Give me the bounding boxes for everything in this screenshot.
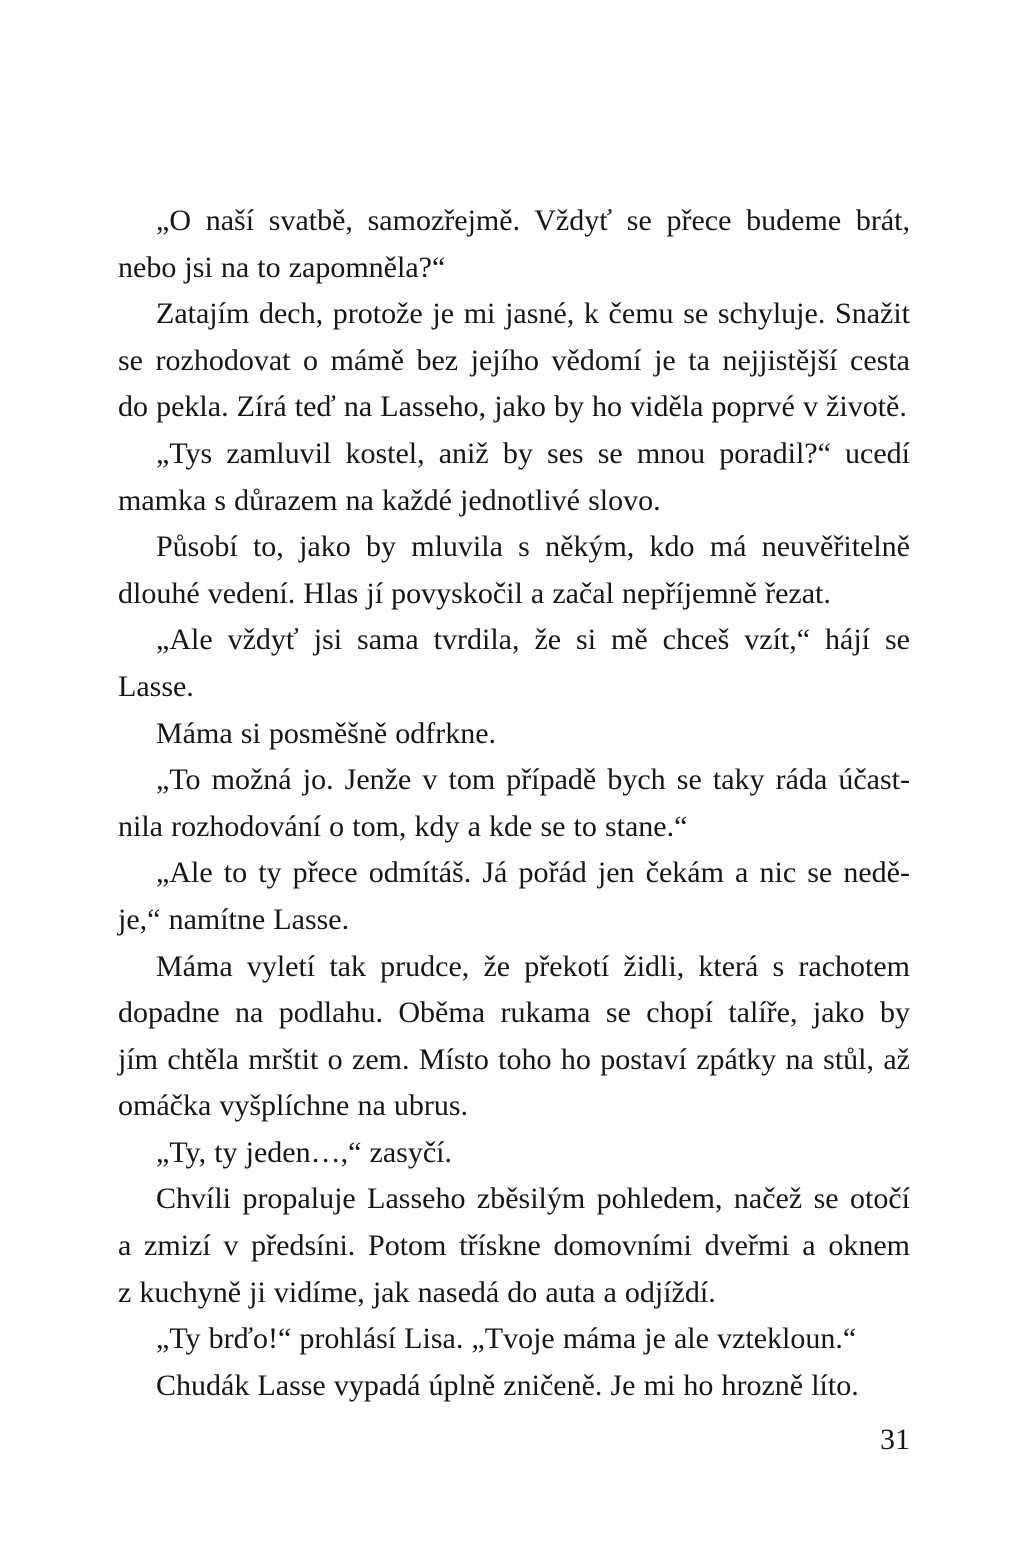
text-line: do pekla. Zírá teď na Lasseho, jako by ho viděla poprvé v životě.	[118, 390, 907, 424]
paragraph	[118, 617, 910, 710]
text-line: Máma si posměšně odfrkne.	[156, 716, 497, 750]
text-line: Chudák Lasse vypadá úplně zničeně. Je mi ho hrozně líto.	[156, 1368, 859, 1402]
text-line: z kuchyně ji vidíme, jak nasedá do auta a odjíždí.	[118, 1275, 716, 1309]
text-line: dlouhé vedení. Hlas jí povyskočil a začal nepříjemně řezat.	[118, 576, 831, 610]
paragraph	[118, 1130, 910, 1177]
paragraph	[118, 524, 910, 617]
text-line: omáčka vyšplíchne na ubrus.	[118, 1089, 469, 1123]
paragraph	[118, 757, 910, 850]
paragraph	[118, 1176, 910, 1316]
text-line: Působí to, jako by mluvila s někým, kdo má neuvěřitelně	[156, 530, 910, 564]
text-line: Máma vyletí tak prudce, že překotí židli, která s rachotem	[156, 949, 910, 983]
text-line: Chvíli propaluje Lasseho zběsilým pohledem, načež se otočí	[156, 1182, 910, 1216]
text-line: nila rozhodování o tom, kdy a kde se to stane.“	[118, 809, 688, 843]
paragraph	[118, 431, 910, 524]
text-line: „Ale to ty přece odmítáš. Já pořád jen čekám a nic se nedě-	[156, 856, 910, 890]
paragraph	[118, 711, 910, 758]
paragraph	[118, 291, 910, 431]
paragraph	[118, 1316, 910, 1363]
text-line: se rozhodovat o mámě bez jejího vědomí je ta nejjistější cesta	[118, 343, 910, 377]
text-line: je,“ namítne Lasse.	[118, 902, 350, 936]
text-line: „To možná jo. Jenže v tom případě bych se taky ráda účast-	[156, 763, 910, 797]
text-line: mamka s důrazem na každé jednotlivé slovo.	[118, 483, 661, 517]
text-line: „Ty, ty jeden…,“ zasyčí.	[156, 1135, 452, 1169]
text-line: nebo jsi na to zapomněla?“	[118, 250, 446, 284]
paragraph	[118, 198, 910, 291]
text-line: „Ale vždyť jsi sama tvrdila, že si mě chceš vzít,“ hájí se Lasse.	[118, 623, 910, 703]
page-number: 31	[880, 1423, 910, 1456]
paragraph	[118, 1363, 910, 1410]
paragraph	[118, 944, 910, 1130]
paragraph	[118, 850, 910, 943]
text-line: „Tys zamluvil kostel, aniž by ses se mnou poradil?“ ucedí	[156, 436, 910, 470]
text-line: dopadne na podlahu. Oběma rukama se chopí talíře, jako by	[118, 996, 910, 1030]
body-text	[118, 198, 910, 1409]
text-line: Zatajím dech, protože je mi jasné, k čemu se schyluje. Snažit	[156, 297, 910, 331]
text-line: a zmizí v předsíni. Potom třískne domovními dveřmi a oknem	[118, 1229, 910, 1263]
text-line: jím chtěla mrštit o zem. Místo toho ho postaví zpátky na stůl, až	[118, 1042, 910, 1076]
text-line: „Ty brďo!“ prohlásí Lisa. „Tvoje máma je ale vztekloun.“	[156, 1322, 857, 1356]
text-line: „O naší svatbě, samozřejmě. Vždyť se přece budeme brát,	[156, 204, 910, 237]
